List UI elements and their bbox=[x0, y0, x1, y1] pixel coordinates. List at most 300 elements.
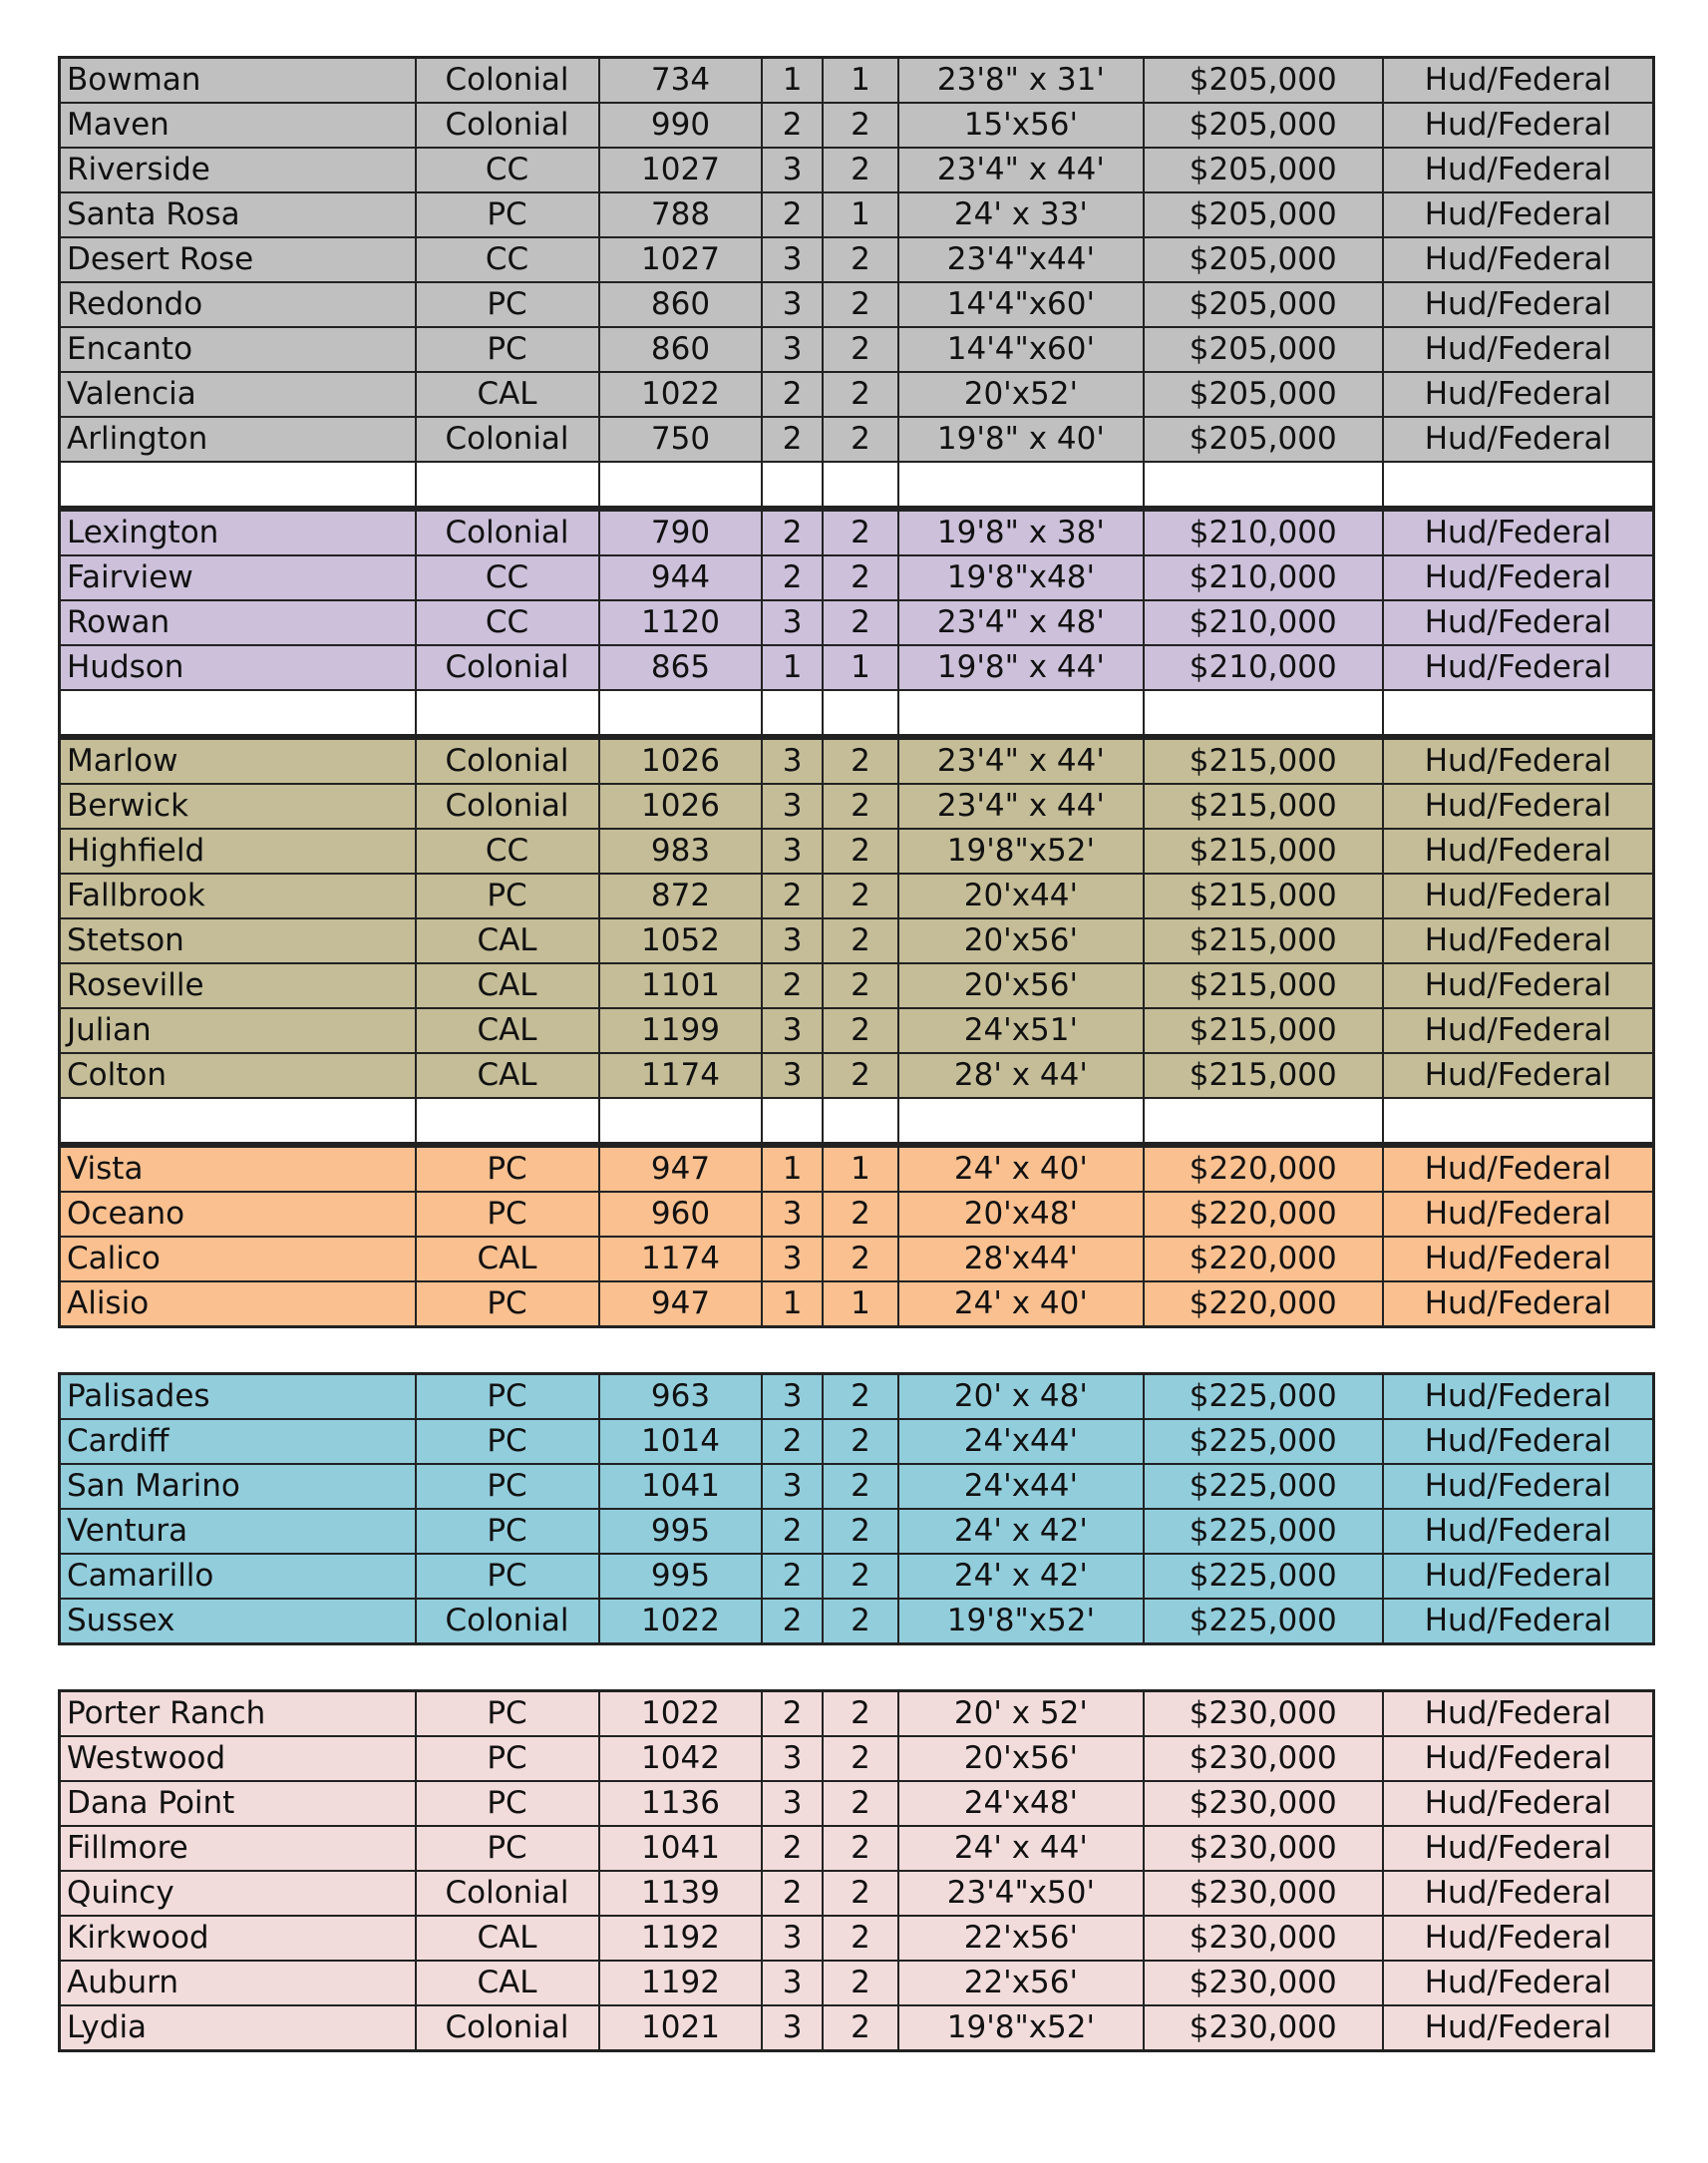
price-cell: $215,000 bbox=[1144, 963, 1383, 1008]
model-name-cell: Encanto bbox=[60, 327, 416, 372]
price-group-table bbox=[58, 737, 1655, 1145]
financing-cell: Hud/Federal bbox=[1383, 1961, 1654, 2005]
bedrooms-cell: 1 bbox=[762, 645, 822, 690]
price-group-table bbox=[58, 56, 1655, 509]
financing-cell: Hud/Federal bbox=[1383, 1147, 1654, 1193]
dimensions-cell: 23'4" x 44' bbox=[898, 739, 1143, 785]
bedrooms-cell: 2 bbox=[762, 511, 822, 556]
financing-cell: Hud/Federal bbox=[1383, 58, 1654, 104]
bathrooms-cell: 2 bbox=[823, 1192, 898, 1237]
dimensions-cell: 23'8" x 31' bbox=[898, 58, 1143, 104]
blank-separator-row bbox=[60, 1098, 1654, 1144]
table-row bbox=[60, 1599, 1654, 1644]
model-name-cell: Alisio bbox=[60, 1281, 416, 1327]
model-name-cell: Kirkwood bbox=[60, 1916, 416, 1961]
price-cell: $215,000 bbox=[1144, 1053, 1383, 1098]
sq-ft-cell: 947 bbox=[599, 1281, 763, 1327]
financing-cell: Hud/Federal bbox=[1383, 1053, 1654, 1098]
table-row bbox=[60, 282, 1654, 327]
empty-cell bbox=[60, 690, 416, 736]
style-cell: PC bbox=[416, 327, 599, 372]
price-cell: $215,000 bbox=[1144, 829, 1383, 874]
style-cell: CAL bbox=[416, 1916, 599, 1961]
bathrooms-cell: 2 bbox=[823, 327, 898, 372]
table-row bbox=[60, 192, 1654, 237]
table-row bbox=[60, 372, 1654, 417]
dimensions-cell: 24'x48' bbox=[898, 1781, 1143, 1826]
table-row bbox=[60, 2005, 1654, 2051]
bedrooms-cell: 1 bbox=[762, 1147, 822, 1193]
bathrooms-cell: 2 bbox=[823, 511, 898, 556]
bathrooms-cell: 2 bbox=[823, 1554, 898, 1599]
sq-ft-cell: 963 bbox=[599, 1374, 763, 1420]
dimensions-cell: 22'x56' bbox=[898, 1916, 1143, 1961]
price-cell: $205,000 bbox=[1144, 327, 1383, 372]
style-cell: Colonial bbox=[416, 645, 599, 690]
dimensions-cell: 19'8"x52' bbox=[898, 1599, 1143, 1644]
style-cell: CC bbox=[416, 829, 599, 874]
price-group-table bbox=[58, 509, 1655, 737]
style-cell: PC bbox=[416, 1419, 599, 1464]
bathrooms-cell: 2 bbox=[823, 829, 898, 874]
dimensions-cell: 23'4" x 44' bbox=[898, 784, 1143, 829]
bathrooms-cell: 2 bbox=[823, 1237, 898, 1281]
model-name-cell: Camarillo bbox=[60, 1554, 416, 1599]
sq-ft-cell: 995 bbox=[599, 1509, 763, 1554]
price-cell: $205,000 bbox=[1144, 148, 1383, 192]
empty-cell bbox=[898, 462, 1143, 508]
model-name-cell: Desert Rose bbox=[60, 237, 416, 282]
style-cell: PC bbox=[416, 1554, 599, 1599]
bedrooms-cell: 2 bbox=[762, 372, 822, 417]
style-cell: CC bbox=[416, 237, 599, 282]
sq-ft-cell: 1120 bbox=[599, 600, 763, 645]
model-name-cell: Riverside bbox=[60, 148, 416, 192]
financing-cell: Hud/Federal bbox=[1383, 103, 1654, 148]
model-name-cell: Fillmore bbox=[60, 1826, 416, 1871]
table-row bbox=[60, 1281, 1654, 1327]
bedrooms-cell: 3 bbox=[762, 1237, 822, 1281]
price-cell: $225,000 bbox=[1144, 1509, 1383, 1554]
bedrooms-cell: 3 bbox=[762, 1464, 822, 1509]
dimensions-cell: 15'x56' bbox=[898, 103, 1143, 148]
table-row bbox=[60, 237, 1654, 282]
empty-cell bbox=[823, 690, 898, 736]
financing-cell: Hud/Federal bbox=[1383, 555, 1654, 600]
model-name-cell: Berwick bbox=[60, 784, 416, 829]
dimensions-cell: 23'4"x50' bbox=[898, 1871, 1143, 1916]
sq-ft-cell: 983 bbox=[599, 829, 763, 874]
bedrooms-cell: 3 bbox=[762, 600, 822, 645]
table-row bbox=[60, 1691, 1654, 1737]
table-row bbox=[60, 1826, 1654, 1871]
price-cell: $205,000 bbox=[1144, 103, 1383, 148]
bathrooms-cell: 2 bbox=[823, 1464, 898, 1509]
dimensions-cell: 23'4"x44' bbox=[898, 237, 1143, 282]
bedrooms-cell: 1 bbox=[762, 1281, 822, 1327]
price-group-table bbox=[58, 1689, 1655, 2052]
bathrooms-cell: 2 bbox=[823, 1008, 898, 1053]
empty-cell bbox=[898, 690, 1143, 736]
bathrooms-cell: 2 bbox=[823, 1826, 898, 1871]
price-cell: $230,000 bbox=[1144, 1826, 1383, 1871]
bathrooms-cell: 1 bbox=[823, 1281, 898, 1327]
model-name-cell: Auburn bbox=[60, 1961, 416, 2005]
bedrooms-cell: 2 bbox=[762, 874, 822, 918]
financing-cell: Hud/Federal bbox=[1383, 1554, 1654, 1599]
empty-cell bbox=[1144, 462, 1383, 508]
empty-cell bbox=[762, 690, 822, 736]
price-cell: $210,000 bbox=[1144, 555, 1383, 600]
table-row bbox=[60, 963, 1654, 1008]
sq-ft-cell: 1022 bbox=[599, 1599, 763, 1644]
bedrooms-cell: 2 bbox=[762, 555, 822, 600]
bathrooms-cell: 2 bbox=[823, 1781, 898, 1826]
bathrooms-cell: 2 bbox=[823, 1961, 898, 2005]
financing-cell: Hud/Federal bbox=[1383, 1871, 1654, 1916]
price-cell: $205,000 bbox=[1144, 237, 1383, 282]
price-cell: $220,000 bbox=[1144, 1237, 1383, 1281]
table-row bbox=[60, 1781, 1654, 1826]
dimensions-cell: 20'x56' bbox=[898, 963, 1143, 1008]
sq-ft-cell: 1042 bbox=[599, 1736, 763, 1781]
financing-cell: Hud/Federal bbox=[1383, 739, 1654, 785]
blank-separator-row bbox=[60, 690, 1654, 736]
empty-cell bbox=[1383, 1098, 1654, 1144]
financing-cell: Hud/Federal bbox=[1383, 963, 1654, 1008]
price-cell: $220,000 bbox=[1144, 1147, 1383, 1193]
sq-ft-cell: 944 bbox=[599, 555, 763, 600]
style-cell: PC bbox=[416, 1736, 599, 1781]
financing-cell: Hud/Federal bbox=[1383, 1374, 1654, 1420]
style-cell: Colonial bbox=[416, 1599, 599, 1644]
bathrooms-cell: 2 bbox=[823, 1509, 898, 1554]
sq-ft-cell: 1136 bbox=[599, 1781, 763, 1826]
financing-cell: Hud/Federal bbox=[1383, 600, 1654, 645]
empty-cell bbox=[416, 462, 599, 508]
financing-cell: Hud/Federal bbox=[1383, 1916, 1654, 1961]
price-group-table bbox=[58, 1372, 1655, 1645]
dimensions-cell: 22'x56' bbox=[898, 1961, 1143, 2005]
dimensions-cell: 24' x 33' bbox=[898, 192, 1143, 237]
style-cell: Colonial bbox=[416, 417, 599, 462]
bedrooms-cell: 3 bbox=[762, 282, 822, 327]
sq-ft-cell: 734 bbox=[599, 58, 763, 104]
bathrooms-cell: 2 bbox=[823, 963, 898, 1008]
empty-cell bbox=[898, 1098, 1143, 1144]
empty-cell bbox=[599, 1098, 763, 1144]
bedrooms-cell: 2 bbox=[762, 1691, 822, 1737]
dimensions-cell: 19'8"x52' bbox=[898, 829, 1143, 874]
bathrooms-cell: 2 bbox=[823, 1916, 898, 1961]
price-cell: $230,000 bbox=[1144, 1781, 1383, 1826]
table-row bbox=[60, 148, 1654, 192]
model-name-cell: Quincy bbox=[60, 1871, 416, 1916]
price-cell: $215,000 bbox=[1144, 784, 1383, 829]
table-row bbox=[60, 1916, 1654, 1961]
table-row bbox=[60, 58, 1654, 104]
empty-cell bbox=[823, 462, 898, 508]
financing-cell: Hud/Federal bbox=[1383, 1008, 1654, 1053]
financing-cell: Hud/Federal bbox=[1383, 1736, 1654, 1781]
empty-cell bbox=[416, 690, 599, 736]
model-name-cell: Fairview bbox=[60, 555, 416, 600]
table-row bbox=[60, 1192, 1654, 1237]
dimensions-cell: 24' x 42' bbox=[898, 1554, 1143, 1599]
price-cell: $230,000 bbox=[1144, 1916, 1383, 1961]
financing-cell: Hud/Federal bbox=[1383, 1781, 1654, 1826]
dimensions-cell: 24' x 44' bbox=[898, 1826, 1143, 1871]
model-name-cell: Redondo bbox=[60, 282, 416, 327]
bedrooms-cell: 3 bbox=[762, 1736, 822, 1781]
group-spacer bbox=[58, 1328, 1655, 1372]
style-cell: PC bbox=[416, 192, 599, 237]
sq-ft-cell: 1041 bbox=[599, 1464, 763, 1509]
dimensions-cell: 23'4" x 44' bbox=[898, 148, 1143, 192]
sq-ft-cell: 788 bbox=[599, 192, 763, 237]
table-row bbox=[60, 1554, 1654, 1599]
sq-ft-cell: 1014 bbox=[599, 1419, 763, 1464]
model-name-cell: Highfield bbox=[60, 829, 416, 874]
sq-ft-cell: 750 bbox=[599, 417, 763, 462]
dimensions-cell: 24'x44' bbox=[898, 1464, 1143, 1509]
dimensions-cell: 28'x44' bbox=[898, 1237, 1143, 1281]
bedrooms-cell: 2 bbox=[762, 1599, 822, 1644]
dimensions-cell: 28' x 44' bbox=[898, 1053, 1143, 1098]
style-cell: Colonial bbox=[416, 511, 599, 556]
bathrooms-cell: 2 bbox=[823, 1871, 898, 1916]
bedrooms-cell: 3 bbox=[762, 2005, 822, 2051]
bathrooms-cell: 2 bbox=[823, 282, 898, 327]
bedrooms-cell: 2 bbox=[762, 103, 822, 148]
financing-cell: Hud/Federal bbox=[1383, 327, 1654, 372]
style-cell: PC bbox=[416, 282, 599, 327]
model-name-cell: Rowan bbox=[60, 600, 416, 645]
bathrooms-cell: 2 bbox=[823, 2005, 898, 2051]
model-name-cell: Julian bbox=[60, 1008, 416, 1053]
bathrooms-cell: 2 bbox=[823, 148, 898, 192]
dimensions-cell: 20' x 48' bbox=[898, 1374, 1143, 1420]
style-cell: CC bbox=[416, 555, 599, 600]
table-row bbox=[60, 1419, 1654, 1464]
bathrooms-cell: 2 bbox=[823, 784, 898, 829]
price-cell: $220,000 bbox=[1144, 1281, 1383, 1327]
financing-cell: Hud/Federal bbox=[1383, 1464, 1654, 1509]
style-cell: Colonial bbox=[416, 2005, 599, 2051]
model-name-cell: Fallbrook bbox=[60, 874, 416, 918]
bedrooms-cell: 3 bbox=[762, 327, 822, 372]
dimensions-cell: 19'8" x 38' bbox=[898, 511, 1143, 556]
bedrooms-cell: 2 bbox=[762, 1419, 822, 1464]
sq-ft-cell: 872 bbox=[599, 874, 763, 918]
style-cell: CC bbox=[416, 148, 599, 192]
table-row bbox=[60, 1961, 1654, 2005]
model-name-cell: Oceano bbox=[60, 1192, 416, 1237]
financing-cell: Hud/Federal bbox=[1383, 192, 1654, 237]
sq-ft-cell: 1027 bbox=[599, 237, 763, 282]
price-cell: $205,000 bbox=[1144, 372, 1383, 417]
table-row bbox=[60, 1736, 1654, 1781]
financing-cell: Hud/Federal bbox=[1383, 2005, 1654, 2051]
model-name-cell: Dana Point bbox=[60, 1781, 416, 1826]
dimensions-cell: 19'8" x 40' bbox=[898, 417, 1143, 462]
table-row bbox=[60, 739, 1654, 785]
bedrooms-cell: 3 bbox=[762, 829, 822, 874]
financing-cell: Hud/Federal bbox=[1383, 918, 1654, 963]
model-name-cell: Porter Ranch bbox=[60, 1691, 416, 1737]
dimensions-cell: 19'8"x52' bbox=[898, 2005, 1143, 2051]
dimensions-cell: 20'x56' bbox=[898, 1736, 1143, 1781]
style-cell: Colonial bbox=[416, 103, 599, 148]
bathrooms-cell: 2 bbox=[823, 874, 898, 918]
sq-ft-cell: 990 bbox=[599, 103, 763, 148]
price-cell: $210,000 bbox=[1144, 645, 1383, 690]
sq-ft-cell: 1192 bbox=[599, 1916, 763, 1961]
bedrooms-cell: 2 bbox=[762, 192, 822, 237]
model-name-cell: Lydia bbox=[60, 2005, 416, 2051]
sq-ft-cell: 865 bbox=[599, 645, 763, 690]
model-name-cell: Vista bbox=[60, 1147, 416, 1193]
empty-cell bbox=[1383, 690, 1654, 736]
dimensions-cell: 20' x 52' bbox=[898, 1691, 1143, 1737]
sq-ft-cell: 860 bbox=[599, 327, 763, 372]
style-cell: PC bbox=[416, 1826, 599, 1871]
bathrooms-cell: 2 bbox=[823, 103, 898, 148]
table-row bbox=[60, 1053, 1654, 1098]
financing-cell: Hud/Federal bbox=[1383, 511, 1654, 556]
price-cell: $225,000 bbox=[1144, 1374, 1383, 1420]
bedrooms-cell: 3 bbox=[762, 148, 822, 192]
bedrooms-cell: 3 bbox=[762, 918, 822, 963]
style-cell: CAL bbox=[416, 372, 599, 417]
bathrooms-cell: 2 bbox=[823, 555, 898, 600]
bathrooms-cell: 2 bbox=[823, 1736, 898, 1781]
price-cell: $205,000 bbox=[1144, 58, 1383, 104]
empty-cell bbox=[60, 462, 416, 508]
sq-ft-cell: 1174 bbox=[599, 1237, 763, 1281]
bedrooms-cell: 3 bbox=[762, 1192, 822, 1237]
style-cell: CAL bbox=[416, 1053, 599, 1098]
financing-cell: Hud/Federal bbox=[1383, 1192, 1654, 1237]
bedrooms-cell: 2 bbox=[762, 1509, 822, 1554]
model-name-cell: Sussex bbox=[60, 1599, 416, 1644]
table-row bbox=[60, 600, 1654, 645]
sq-ft-cell: 1052 bbox=[599, 918, 763, 963]
empty-cell bbox=[762, 1098, 822, 1144]
style-cell: PC bbox=[416, 1281, 599, 1327]
sq-ft-cell: 1174 bbox=[599, 1053, 763, 1098]
dimensions-cell: 24'x44' bbox=[898, 1419, 1143, 1464]
table-row bbox=[60, 1374, 1654, 1420]
price-cell: $225,000 bbox=[1144, 1554, 1383, 1599]
bathrooms-cell: 2 bbox=[823, 372, 898, 417]
sq-ft-cell: 1192 bbox=[599, 1961, 763, 2005]
price-cell: $230,000 bbox=[1144, 1736, 1383, 1781]
sq-ft-cell: 1026 bbox=[599, 739, 763, 785]
table-row bbox=[60, 874, 1654, 918]
price-cell: $225,000 bbox=[1144, 1599, 1383, 1644]
style-cell: PC bbox=[416, 1192, 599, 1237]
financing-cell: Hud/Federal bbox=[1383, 1419, 1654, 1464]
bedrooms-cell: 3 bbox=[762, 1053, 822, 1098]
price-cell: $230,000 bbox=[1144, 2005, 1383, 2051]
sq-ft-cell: 860 bbox=[599, 282, 763, 327]
price-cell: $210,000 bbox=[1144, 511, 1383, 556]
empty-cell bbox=[416, 1098, 599, 1144]
bathrooms-cell: 2 bbox=[823, 739, 898, 785]
sq-ft-cell: 1021 bbox=[599, 2005, 763, 2051]
dimensions-cell: 23'4" x 48' bbox=[898, 600, 1143, 645]
bedrooms-cell: 3 bbox=[762, 1008, 822, 1053]
model-name-cell: Westwood bbox=[60, 1736, 416, 1781]
financing-cell: Hud/Federal bbox=[1383, 1509, 1654, 1554]
table-row bbox=[60, 327, 1654, 372]
bathrooms-cell: 1 bbox=[823, 192, 898, 237]
bedrooms-cell: 3 bbox=[762, 237, 822, 282]
model-name-cell: Palisades bbox=[60, 1374, 416, 1420]
model-name-cell: Santa Rosa bbox=[60, 192, 416, 237]
dimensions-cell: 20'x48' bbox=[898, 1192, 1143, 1237]
home-price-sheet bbox=[58, 56, 1655, 2052]
style-cell: CAL bbox=[416, 1008, 599, 1053]
dimensions-cell: 19'8"x48' bbox=[898, 555, 1143, 600]
model-name-cell: Cardiff bbox=[60, 1419, 416, 1464]
bedrooms-cell: 2 bbox=[762, 1554, 822, 1599]
table-row bbox=[60, 1871, 1654, 1916]
sq-ft-cell: 1022 bbox=[599, 372, 763, 417]
style-cell: CAL bbox=[416, 918, 599, 963]
style-cell: Colonial bbox=[416, 58, 599, 104]
style-cell: Colonial bbox=[416, 784, 599, 829]
model-name-cell: Calico bbox=[60, 1237, 416, 1281]
price-cell: $205,000 bbox=[1144, 282, 1383, 327]
sq-ft-cell: 1139 bbox=[599, 1871, 763, 1916]
style-cell: PC bbox=[416, 874, 599, 918]
model-name-cell: Arlington bbox=[60, 417, 416, 462]
bedrooms-cell: 1 bbox=[762, 58, 822, 104]
bathrooms-cell: 2 bbox=[823, 1053, 898, 1098]
financing-cell: Hud/Federal bbox=[1383, 237, 1654, 282]
price-group-table bbox=[58, 1145, 1655, 1328]
model-name-cell: Hudson bbox=[60, 645, 416, 690]
empty-cell bbox=[599, 462, 763, 508]
bedrooms-cell: 2 bbox=[762, 963, 822, 1008]
sq-ft-cell: 995 bbox=[599, 1554, 763, 1599]
bedrooms-cell: 3 bbox=[762, 1781, 822, 1826]
dimensions-cell: 14'4"x60' bbox=[898, 327, 1143, 372]
table-row bbox=[60, 1464, 1654, 1509]
financing-cell: Hud/Federal bbox=[1383, 1599, 1654, 1644]
table-row bbox=[60, 555, 1654, 600]
price-cell: $230,000 bbox=[1144, 1691, 1383, 1737]
style-cell: CAL bbox=[416, 1961, 599, 2005]
table-row bbox=[60, 645, 1654, 690]
price-cell: $230,000 bbox=[1144, 1961, 1383, 2005]
bedrooms-cell: 2 bbox=[762, 1871, 822, 1916]
bathrooms-cell: 2 bbox=[823, 600, 898, 645]
empty-cell bbox=[1383, 462, 1654, 508]
dimensions-cell: 14'4"x60' bbox=[898, 282, 1143, 327]
sq-ft-cell: 1041 bbox=[599, 1826, 763, 1871]
table-row bbox=[60, 1147, 1654, 1193]
bathrooms-cell: 2 bbox=[823, 237, 898, 282]
price-cell: $205,000 bbox=[1144, 417, 1383, 462]
empty-cell bbox=[1144, 1098, 1383, 1144]
bedrooms-cell: 3 bbox=[762, 739, 822, 785]
bathrooms-cell: 1 bbox=[823, 58, 898, 104]
table-row bbox=[60, 511, 1654, 556]
model-name-cell: Roseville bbox=[60, 963, 416, 1008]
